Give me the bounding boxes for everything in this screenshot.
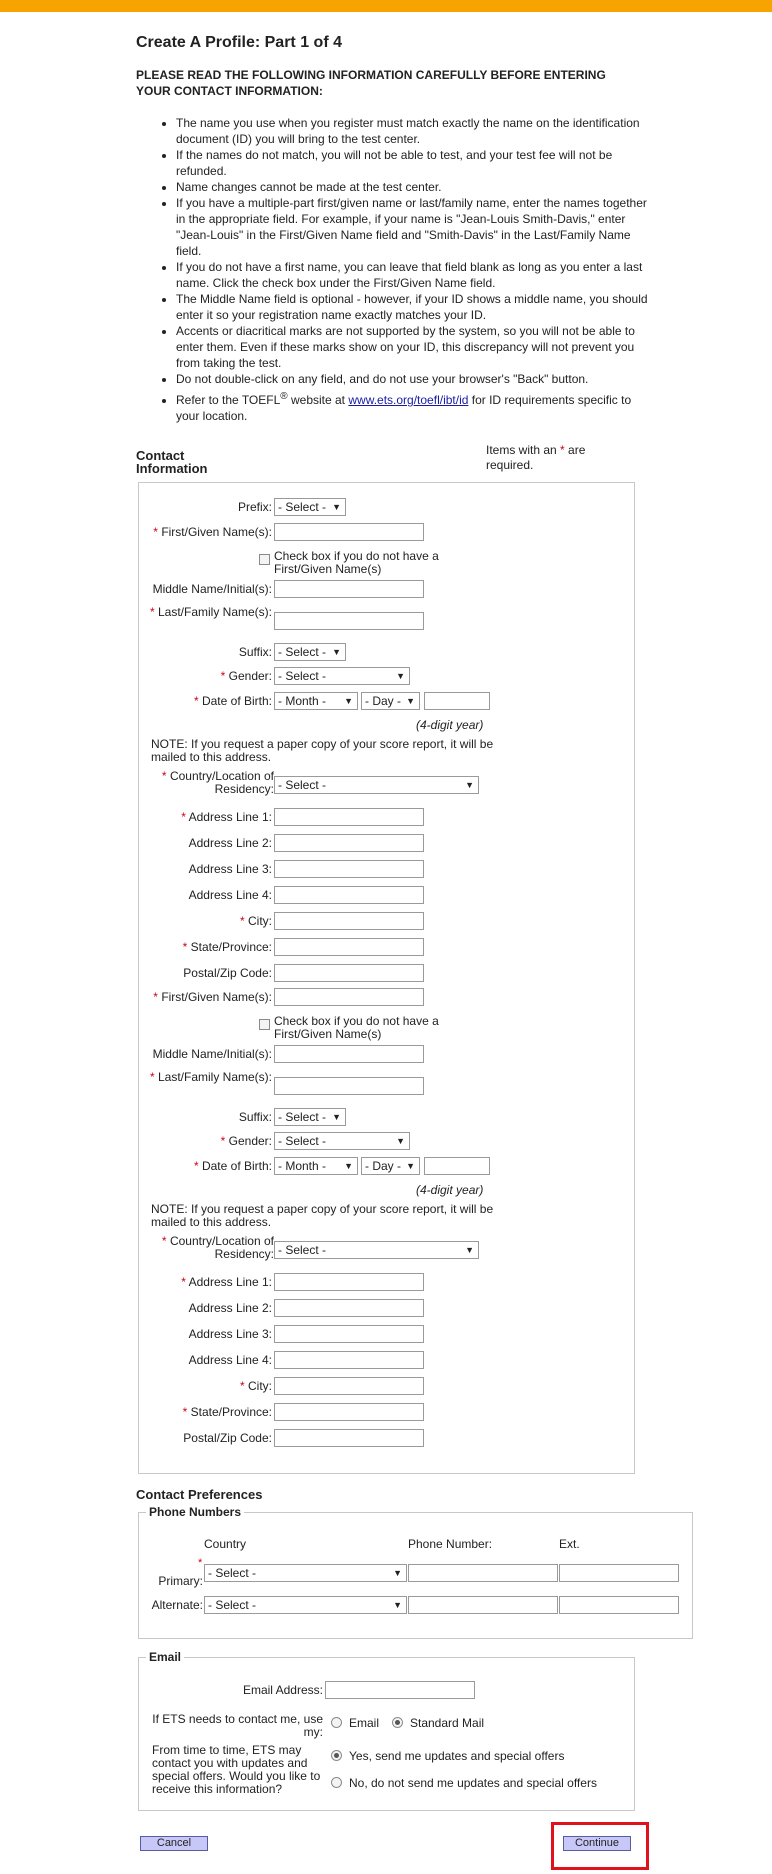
first-name-input[interactable] bbox=[274, 523, 424, 541]
updates-no-radio-label: No, do not send me updates and special offers bbox=[349, 1776, 597, 1790]
rule-item: • If you do not have a first name, you can leave that field blank as long as you enter a last name. Click the check box under the First/Given Name field. bbox=[176, 259, 656, 291]
rule-item: • If the names do not match, you will not be able to test, and your test fee will not be refunded. bbox=[176, 147, 656, 179]
extension-column-header: Ext. bbox=[559, 1537, 580, 1551]
birth-month-select[interactable]: - Month - ▼ bbox=[274, 692, 358, 710]
country-column-header: Country bbox=[204, 1537, 247, 1551]
chevron-down-icon: ▼ bbox=[393, 1568, 402, 1578]
city-label-2: * City: bbox=[239, 1379, 272, 1393]
contact-email-radio-label: Email bbox=[349, 1716, 380, 1730]
middle-name-input-2[interactable] bbox=[274, 1045, 424, 1063]
contact-method-label: If ETS needs to contact me, use my: bbox=[152, 1712, 323, 1739]
date-of-birth-label-2: * Date of Birth: bbox=[193, 1159, 272, 1173]
ets-id-requirements-link[interactable]: www.ets.org/toefl/ibt/id bbox=[348, 393, 469, 407]
alternate-extension-input[interactable] bbox=[559, 1596, 679, 1614]
chevron-down-icon: ▼ bbox=[465, 1245, 474, 1255]
suffix-label: Suffix: bbox=[238, 645, 272, 659]
address-line-4-input[interactable] bbox=[274, 886, 424, 904]
address-line-2-input[interactable] bbox=[274, 834, 424, 852]
year-format-hint: (4-digit year) bbox=[416, 718, 484, 732]
no-first-name-checkbox[interactable] bbox=[259, 554, 270, 565]
postal-code-label-2: Postal/Zip Code: bbox=[183, 1431, 272, 1445]
birth-day-select[interactable]: - Day - ▼ bbox=[361, 692, 420, 710]
chevron-down-icon: ▼ bbox=[406, 696, 415, 706]
rule-item: • The name you use when you register must match exactly the name on the identification document (ID) you will bring to the test center. bbox=[176, 115, 656, 147]
no-first-name-checkbox-label-2: Check box if you do not have a First/Given Name(s) bbox=[274, 1014, 439, 1041]
country-label-2: * Country/Location of Residency: bbox=[161, 1234, 274, 1261]
state-label: * State/Province: bbox=[182, 940, 272, 954]
postal-code-label: Postal/Zip Code: bbox=[183, 966, 272, 980]
country-select-2[interactable]: - Select - ▼ bbox=[274, 1241, 479, 1259]
primary-country-select[interactable]: - Select - ▼ bbox=[204, 1564, 407, 1582]
postal-code-input[interactable] bbox=[274, 964, 424, 982]
prefix-select[interactable]: - Select - ▼ bbox=[274, 498, 346, 516]
middle-name-label: Middle Name/Initial(s): bbox=[152, 582, 272, 596]
city-input-2[interactable] bbox=[274, 1377, 424, 1395]
alternate-country-select[interactable]: - Select - ▼ bbox=[204, 1596, 407, 1614]
updates-no-radio[interactable] bbox=[331, 1777, 342, 1788]
cancel-button[interactable]: Cancel bbox=[140, 1836, 208, 1851]
chevron-down-icon: ▼ bbox=[332, 502, 341, 512]
rule-item-toefl bbox=[176, 389, 656, 424]
score-report-address-note: NOTE: If you request a paper copy of your score report, it will be mailed to this address. bbox=[151, 737, 494, 764]
top-accent-bar bbox=[0, 0, 772, 12]
rule-item: • If you have a multiple-part first/given name or last/family name, enter the names together in the appropriate field. For example, if your name is "Jean-Louis Smith-Davis," enter "Jean-Louis" in the First/Given Name field and "Smith-Davis" in the Last/Family Name field. bbox=[176, 195, 656, 259]
gender-select[interactable]: - Select - ▼ bbox=[274, 667, 410, 685]
warning-heading: PLEASE READ THE FOLLOWING INFORMATION CAREFULLY BEFORE ENTERING YOUR CONTACT INFORMATION: bbox=[136, 68, 606, 98]
score-report-address-note-2: NOTE: If you request a paper copy of your score report, it will be mailed to this address. bbox=[151, 1202, 494, 1229]
birth-day-select-2[interactable]: - Day - ▼ bbox=[361, 1157, 420, 1175]
alternate-phone-input[interactable] bbox=[408, 1596, 558, 1614]
contact-mail-radio[interactable] bbox=[392, 1717, 403, 1728]
email-address-label: Email Address: bbox=[242, 1683, 323, 1697]
address-line-3-label-2: Address Line 3: bbox=[188, 1327, 272, 1341]
state-input-2[interactable] bbox=[274, 1403, 424, 1421]
address-line-3-label: Address Line 3: bbox=[188, 862, 272, 876]
chevron-down-icon: ▼ bbox=[344, 696, 353, 706]
registered-mark: ® bbox=[280, 391, 288, 402]
email-address-input[interactable] bbox=[325, 1681, 475, 1699]
email-legend: Email bbox=[146, 1650, 184, 1664]
required-note: Items with an * are required. bbox=[486, 443, 586, 472]
rule-item: • The Middle Name field is optional - however, if your ID shows a middle name, you should enter it so your registration name exactly matches your ID. bbox=[176, 291, 656, 323]
address-line-1-label: * Address Line 1: bbox=[181, 810, 272, 824]
country-label: * Country/Location of Residency: bbox=[161, 769, 274, 796]
address-line-1-input-2[interactable] bbox=[274, 1273, 424, 1291]
updates-question-label: From time to time, ETS may contact you with updates and special offers. Would you like to receive this information? bbox=[152, 1743, 321, 1796]
gender-select-2[interactable]: - Select - ▼ bbox=[274, 1132, 410, 1150]
chevron-down-icon: ▼ bbox=[406, 1161, 415, 1171]
contact-mail-radio-label: Standard Mail bbox=[410, 1716, 485, 1730]
chevron-down-icon: ▼ bbox=[344, 1161, 353, 1171]
primary-extension-input[interactable] bbox=[559, 1564, 679, 1582]
chevron-down-icon: ▼ bbox=[332, 647, 341, 657]
city-label: * City: bbox=[239, 914, 272, 928]
suffix-select[interactable]: - Select - ▼ bbox=[274, 643, 346, 661]
address-line-2-label: Address Line 2: bbox=[188, 836, 272, 850]
chevron-down-icon: ▼ bbox=[332, 1112, 341, 1122]
suffix-label-2: Suffix: bbox=[238, 1110, 272, 1124]
rule-item: • Do not double-click on any field, and do not use your browser's "Back" button. bbox=[176, 371, 656, 387]
phone-numbers-legend: Phone Numbers bbox=[146, 1505, 244, 1519]
primary-phone-input[interactable] bbox=[408, 1564, 558, 1582]
country-select[interactable]: - Select - ▼ bbox=[274, 776, 479, 794]
birth-year-input-2[interactable] bbox=[424, 1157, 490, 1175]
rule-text: Refer to the TOEFL bbox=[176, 393, 281, 407]
chevron-down-icon: ▼ bbox=[393, 1600, 402, 1610]
postal-code-input-2[interactable] bbox=[274, 1429, 424, 1447]
rule-item: • Name changes cannot be made at the test center. bbox=[176, 179, 656, 195]
page-title: Create A Profile: Part 1 of 4 bbox=[136, 34, 342, 51]
updates-yes-radio-label: Yes, send me updates and special offers bbox=[349, 1749, 565, 1763]
address-line-2-input-2[interactable] bbox=[274, 1299, 424, 1317]
address-line-4-label-2: Address Line 4: bbox=[188, 1353, 272, 1367]
required-marker: * bbox=[198, 1557, 203, 1569]
address-line-1-label-2: * Address Line 1: bbox=[181, 1275, 272, 1289]
chevron-down-icon: ▼ bbox=[396, 671, 405, 681]
state-label-2: * State/Province: bbox=[182, 1405, 272, 1419]
city-input[interactable] bbox=[274, 912, 424, 930]
phone-number-column-header: Phone Number: bbox=[408, 1537, 493, 1551]
primary-phone-label: Primary: bbox=[158, 1574, 203, 1588]
state-input[interactable] bbox=[274, 938, 424, 956]
birth-year-input[interactable] bbox=[424, 692, 490, 710]
date-of-birth-label: * Date of Birth: bbox=[193, 694, 272, 708]
address-line-4-label: Address Line 4: bbox=[188, 888, 272, 902]
rules-list bbox=[156, 115, 656, 424]
alternate-phone-label: Alternate: bbox=[151, 1598, 203, 1612]
last-name-input-2[interactable] bbox=[274, 1077, 424, 1095]
first-name-label: * First/Given Name(s): bbox=[153, 525, 272, 539]
gender-label: * Gender: bbox=[220, 669, 272, 683]
first-name-label-2: * First/Given Name(s): bbox=[153, 990, 272, 1004]
address-line-4-input-2[interactable] bbox=[274, 1351, 424, 1369]
updates-yes-radio[interactable] bbox=[331, 1750, 342, 1761]
address-line-2-label-2: Address Line 2: bbox=[188, 1301, 272, 1315]
address-line-1-input[interactable] bbox=[274, 808, 424, 826]
rule-item: • Accents or diacritical marks are not supported by the system, so you will not be able to enter them. Even if these marks show on your ID, this discrepancy will not prevent you from taking the test. bbox=[176, 323, 656, 371]
suffix-select-2[interactable]: - Select - ▼ bbox=[274, 1108, 346, 1126]
chevron-down-icon: ▼ bbox=[396, 1136, 405, 1146]
middle-name-label-2: Middle Name/Initial(s): bbox=[152, 1047, 272, 1061]
year-format-hint-2: (4-digit year) bbox=[416, 1183, 484, 1197]
no-first-name-checkbox-label: Check box if you do not have a First/Given Name(s) bbox=[274, 549, 439, 576]
last-name-input[interactable] bbox=[274, 612, 424, 630]
middle-name-input[interactable] bbox=[274, 580, 424, 598]
chevron-down-icon: ▼ bbox=[465, 780, 474, 790]
address-line-3-input[interactable] bbox=[274, 860, 424, 878]
gender-label-2: * Gender: bbox=[220, 1134, 272, 1148]
address-line-3-input-2[interactable] bbox=[274, 1325, 424, 1343]
rule-text: for ID requirements specific to your location. bbox=[176, 393, 632, 423]
contact-preferences-heading: Contact Preferences bbox=[136, 1487, 263, 1502]
prefix-label: Prefix: bbox=[237, 500, 272, 514]
continue-button[interactable]: Continue bbox=[563, 1836, 631, 1851]
rule-text: website at bbox=[287, 393, 349, 407]
birth-month-select-2[interactable]: - Month - ▼ bbox=[274, 1157, 358, 1175]
no-first-name-checkbox-2[interactable] bbox=[259, 1019, 270, 1030]
last-name-label-2: * Last/Family Name(s): bbox=[149, 1070, 272, 1084]
contact-information-heading: Contact Information bbox=[136, 448, 208, 476]
contact-email-radio[interactable] bbox=[331, 1717, 342, 1728]
last-name-label: * Last/Family Name(s): bbox=[149, 605, 272, 619]
first-name-input-2[interactable] bbox=[274, 988, 424, 1006]
